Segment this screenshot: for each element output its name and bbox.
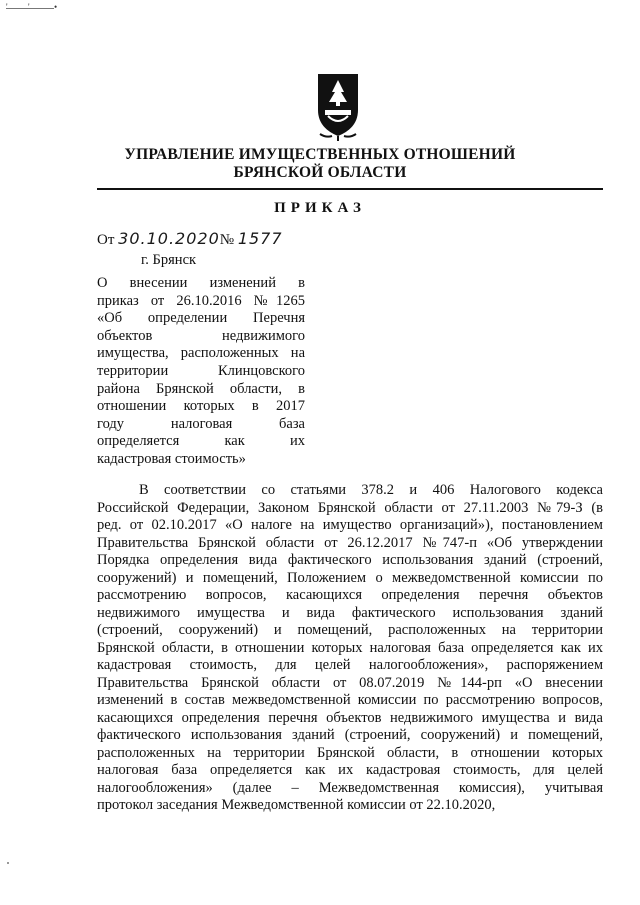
subject-line: О внесении изменений в xyxy=(97,275,305,291)
scan-mark: • xyxy=(54,2,58,12)
scan-mark: ' xyxy=(28,2,30,12)
order-body xyxy=(97,482,603,815)
body-line: изменений в состав межведомственной комиссии по рассмотрению вопросов, xyxy=(97,692,603,708)
body-line: ред. от 02.10.2017 «О налоге на имущество организаций»), постановлением xyxy=(97,517,603,533)
body-line: кадастровая стоимость, для целей налогообложения», распоряжением xyxy=(97,657,603,673)
body-line: касающихся определения перечня объектов недвижимого имущества и вида xyxy=(97,709,603,726)
body-line: налогообложения» (далее – Межведомственная комиссия), учитывая xyxy=(97,779,603,796)
subject-line: территории Клинцовского xyxy=(97,362,305,379)
scan-speck xyxy=(7,862,9,864)
date-prefix: От xyxy=(97,232,115,248)
subject-line: приказ от 26.10.2016 №1265 xyxy=(97,292,305,309)
body-line: В соответствии со статьями 378.2 и 406 Налогового кодекса xyxy=(139,482,603,498)
body-line: недвижимого имущества и вида фактического использования зданий xyxy=(97,604,603,621)
number-sign: № xyxy=(219,232,235,248)
scan-mark: ' xyxy=(6,2,8,12)
header-divider xyxy=(97,188,603,190)
handwritten-date: 30.10.2020 xyxy=(118,229,220,248)
date-number-line xyxy=(97,229,283,249)
body-line: Порядка определения вида фактического использования зданий (строений, xyxy=(97,552,603,568)
subject-line: «Об определении Перечня xyxy=(97,310,305,327)
subject-line: определяется как их xyxy=(97,433,305,450)
org-name-line-1: УПРАВЛЕНИЕ ИМУЩЕСТВЕННЫХ ОТНОШЕНИЙ xyxy=(124,146,516,163)
document-title: ПРИКАЗ xyxy=(274,200,366,216)
body-line: фактического использования зданий (строений, сооружений) и помещений, xyxy=(97,727,603,743)
handwritten-number: 1577 xyxy=(237,229,283,248)
body-line: рассмотрению вопросов, касающихся определения перечня объектов xyxy=(97,587,603,603)
body-line: Брянской области, в отношении которых налоговая база определяется как их xyxy=(97,639,603,656)
top-rule xyxy=(6,8,54,9)
subject-line: имущества, расположенных на xyxy=(97,345,305,362)
subject-line: году налоговая база xyxy=(97,415,305,432)
body-line: Российской Федерации, Законом Брянской области от 27.11.2003 №79-З (в xyxy=(97,499,603,516)
coat-of-arms-icon xyxy=(316,70,360,142)
body-line: сооружений) и помещений, Положением о межведомственной комиссии по xyxy=(97,569,603,586)
subject-line: отношении которых в 2017 xyxy=(97,398,305,415)
city: г. Брянск xyxy=(141,252,197,268)
org-name-line-2: БРЯНСКОЙ ОБЛАСТИ xyxy=(233,164,407,181)
body-line: (строений, сооружений) и помещений, расположенных на территории xyxy=(97,622,603,638)
subject-line: района Брянской области, в xyxy=(97,380,305,397)
body-line: налоговая база определяется как их кадастровая стоимость, для целей xyxy=(97,762,603,778)
order-subject xyxy=(97,275,305,469)
subject-line: кадастровая стоимость» xyxy=(97,450,246,467)
body-line: расположенных на территории Брянской области, в отношении которых xyxy=(97,744,603,761)
body-line: Правительства Брянской области от 08.07.2019 №144-рп «О внесении xyxy=(97,674,603,691)
body-line: протокол заседания Межведомственной комиссии от 22.10.2020, xyxy=(97,797,496,813)
subject-line: объектов недвижимого xyxy=(97,327,305,344)
body-line: Правительства Брянской области от 26.12.2017 №747-п «Об утверждении xyxy=(97,534,603,551)
